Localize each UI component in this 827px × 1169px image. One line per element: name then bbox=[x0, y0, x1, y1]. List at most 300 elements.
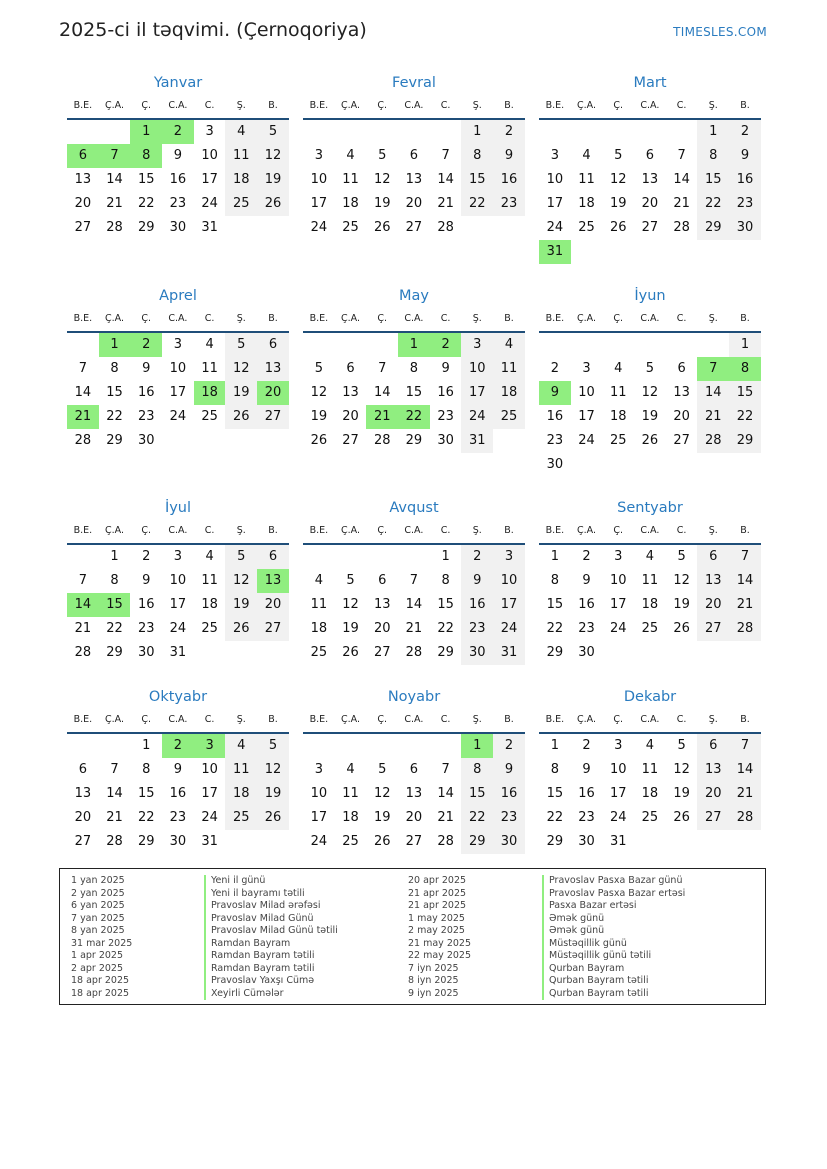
legend-date: 21 apr 2025 bbox=[408, 887, 467, 899]
day-cell: 7 bbox=[729, 734, 761, 758]
legend-date: 2 apr 2025 bbox=[71, 962, 124, 974]
empty-cell bbox=[67, 333, 99, 357]
day-cell: 12 bbox=[641, 385, 659, 400]
days-grid bbox=[539, 545, 761, 665]
page-title: 2025-ci il təqvimi. (Çernoqoriya) bbox=[59, 19, 367, 41]
day-cell: 20 bbox=[373, 621, 391, 636]
empty-cell bbox=[303, 545, 335, 569]
weekday-label: Ş. bbox=[236, 525, 246, 536]
day-cell: 8 bbox=[461, 144, 493, 168]
day-cell: 6 bbox=[78, 762, 87, 777]
day-cell: 21 bbox=[437, 196, 454, 211]
month-name: Noyabr bbox=[387, 689, 441, 705]
weekday-header bbox=[67, 708, 289, 734]
legend-date: 7 iyn 2025 bbox=[408, 962, 459, 974]
weekday-label: C. bbox=[676, 313, 687, 324]
holiday-legend bbox=[59, 868, 766, 1005]
weekday-label: C.A. bbox=[640, 313, 660, 324]
day-cell: 9 bbox=[582, 762, 591, 777]
legend-holiday-name: Qurban Bayram tətili bbox=[542, 988, 685, 1001]
day-cell: 12 bbox=[673, 573, 690, 588]
weekday-label: B.E. bbox=[73, 313, 93, 324]
day-cell: 4 bbox=[205, 337, 214, 352]
day-cell: 21 bbox=[74, 621, 92, 636]
day-cell: 26 bbox=[225, 405, 257, 429]
day-cell: 26 bbox=[673, 621, 690, 636]
day-cell: 14 bbox=[106, 172, 123, 187]
day-cell: 7 bbox=[378, 361, 387, 376]
day-cell: 6 bbox=[409, 762, 419, 777]
weekday-label: C.A. bbox=[640, 525, 660, 536]
legend-name-column bbox=[204, 875, 338, 1000]
day-cell: 30 bbox=[137, 645, 155, 660]
holiday-day-cell: 20 bbox=[257, 381, 289, 405]
day-cell: 3 bbox=[614, 738, 623, 753]
day-cell: 16 bbox=[169, 172, 187, 187]
day-cell: 12 bbox=[225, 569, 257, 593]
day-cell: 7 bbox=[409, 573, 419, 588]
legend-holiday-name: Ramdan Bayram bbox=[204, 938, 338, 951]
day-cell: 11 bbox=[201, 361, 218, 376]
weekday-label: C.A. bbox=[404, 100, 424, 111]
day-cell: 22 bbox=[437, 621, 454, 636]
weekday-label: Ç. bbox=[377, 313, 388, 324]
day-cell: 8 bbox=[441, 573, 450, 588]
days-grid bbox=[539, 120, 761, 264]
weekday-label: Ç. bbox=[613, 714, 624, 725]
day-cell: 26 bbox=[342, 645, 359, 660]
weekday-label: B.E. bbox=[309, 525, 329, 536]
day-cell: 29 bbox=[729, 429, 761, 453]
weekday-label: Ç.A. bbox=[341, 100, 361, 111]
day-cell: 11 bbox=[342, 786, 359, 801]
day-cell: 21 bbox=[106, 196, 123, 211]
empty-cell bbox=[366, 545, 398, 569]
legend-date: 18 apr 2025 bbox=[71, 975, 130, 986]
day-cell: 12 bbox=[373, 786, 391, 801]
month-name: Oktyabr bbox=[148, 689, 208, 705]
day-cell: 20 bbox=[641, 196, 659, 211]
day-cell: 26 bbox=[257, 806, 289, 830]
day-cell: 16 bbox=[437, 385, 454, 400]
day-cell: 3 bbox=[614, 549, 623, 564]
days-grid bbox=[67, 333, 289, 453]
day-cell: 30 bbox=[461, 641, 493, 665]
holiday-day-cell: 6 bbox=[67, 144, 99, 168]
month-block bbox=[67, 285, 289, 453]
empty-cell bbox=[571, 120, 603, 144]
day-cell: 28 bbox=[437, 220, 454, 235]
day-cell: 16 bbox=[578, 786, 595, 801]
day-cell: 25 bbox=[342, 220, 359, 235]
holiday-day-cell: 15 bbox=[99, 593, 131, 617]
day-cell: 10 bbox=[578, 385, 595, 400]
day-cell: 24 bbox=[169, 409, 187, 424]
day-cell: 23 bbox=[578, 810, 595, 825]
month-block bbox=[303, 497, 525, 665]
weekday-label: C. bbox=[204, 313, 215, 324]
weekday-label: Ç. bbox=[141, 100, 152, 111]
day-cell: 26 bbox=[225, 617, 257, 641]
day-cell: 22 bbox=[137, 810, 155, 825]
day-cell: 27 bbox=[342, 433, 359, 448]
day-cell: 17 bbox=[310, 196, 328, 211]
day-cell: 29 bbox=[546, 834, 564, 849]
day-cell: 10 bbox=[169, 573, 187, 588]
day-cell: 21 bbox=[106, 810, 123, 825]
weekday-label: Ç.A. bbox=[105, 714, 125, 725]
day-cell: 25 bbox=[641, 810, 659, 825]
day-cell: 3 bbox=[493, 545, 525, 569]
day-cell: 27 bbox=[641, 220, 659, 235]
weekday-label: C. bbox=[440, 313, 451, 324]
weekday-label: Ç.A. bbox=[577, 100, 597, 111]
weekday-label: C.A. bbox=[168, 714, 188, 725]
day-cell: 17 bbox=[169, 385, 187, 400]
weekday-label: Ç.A. bbox=[577, 714, 597, 725]
day-cell: 14 bbox=[729, 569, 761, 593]
days-grid bbox=[303, 120, 525, 240]
day-cell: 12 bbox=[257, 144, 289, 168]
weekday-label: B. bbox=[504, 525, 514, 536]
day-cell: 10 bbox=[461, 357, 493, 381]
month-name: Dekabr bbox=[623, 689, 677, 705]
day-cell: 20 bbox=[342, 409, 359, 424]
holiday-day-cell: 21 bbox=[67, 405, 99, 429]
day-cell: 30 bbox=[729, 216, 761, 240]
day-cell: 29 bbox=[405, 433, 423, 448]
weekday-label: C. bbox=[204, 714, 215, 725]
legend-date: 2 may 2025 bbox=[408, 925, 465, 936]
weekday-label: Ç. bbox=[141, 714, 152, 725]
day-cell: 11 bbox=[310, 597, 328, 612]
day-cell: 15 bbox=[461, 168, 493, 192]
weekday-label: B.E. bbox=[309, 100, 329, 111]
weekday-label: Ç.A. bbox=[105, 525, 125, 536]
weekday-label: Ç.A. bbox=[341, 714, 361, 725]
day-cell: 31 bbox=[169, 645, 187, 660]
day-cell: 25 bbox=[201, 621, 218, 636]
empty-cell bbox=[571, 333, 603, 357]
holiday-day-cell: 1 bbox=[461, 734, 493, 758]
day-cell: 4 bbox=[205, 549, 214, 564]
day-cell: 26 bbox=[609, 220, 627, 235]
day-cell: 1 bbox=[110, 549, 119, 564]
day-cell: 9 bbox=[729, 144, 761, 168]
weekday-label: C.A. bbox=[640, 100, 660, 111]
day-cell: 1 bbox=[550, 738, 559, 753]
day-cell: 18 bbox=[609, 409, 627, 424]
day-cell: 13 bbox=[697, 569, 729, 593]
legend-holiday-name: Pravoslav Milad Günü tətili bbox=[204, 925, 338, 938]
day-cell: 29 bbox=[106, 645, 123, 660]
day-cell: 9 bbox=[142, 361, 151, 376]
empty-cell bbox=[303, 734, 335, 758]
empty-cell bbox=[335, 545, 367, 569]
day-cell: 30 bbox=[578, 645, 595, 660]
weekday-label: B.E. bbox=[309, 313, 329, 324]
legend-holiday-name: Pravoslav Milad ərəfəsi bbox=[204, 900, 338, 913]
day-cell: 7 bbox=[110, 762, 119, 777]
day-cell: 20 bbox=[697, 593, 729, 617]
weekday-label: C.A. bbox=[404, 313, 424, 324]
day-cell: 28 bbox=[673, 220, 690, 235]
days-grid bbox=[539, 333, 761, 477]
day-cell: 26 bbox=[373, 220, 391, 235]
weekday-label: Ş. bbox=[236, 313, 246, 324]
brand-link[interactable]: TIMESLES.COM bbox=[673, 25, 767, 39]
legend-date: 7 yan 2025 bbox=[71, 912, 125, 924]
day-cell: 1 bbox=[142, 738, 151, 753]
day-cell: 16 bbox=[461, 593, 493, 617]
day-cell: 12 bbox=[673, 762, 690, 777]
day-cell: 15 bbox=[137, 786, 155, 801]
day-cell: 20 bbox=[405, 810, 423, 825]
day-cell: 6 bbox=[257, 545, 289, 569]
day-cell: 18 bbox=[493, 381, 525, 405]
day-cell: 23 bbox=[169, 810, 187, 825]
empty-cell bbox=[697, 333, 729, 357]
day-cell: 9 bbox=[142, 573, 151, 588]
day-cell: 17 bbox=[310, 810, 328, 825]
legend-holiday-name: Müstəqillik günü tətili bbox=[542, 950, 685, 963]
legend-name-column bbox=[542, 875, 685, 1000]
day-cell: 31 bbox=[201, 220, 218, 235]
day-cell: 21 bbox=[437, 810, 454, 825]
day-cell: 11 bbox=[609, 385, 627, 400]
day-cell: 4 bbox=[225, 120, 257, 144]
day-cell: 25 bbox=[201, 409, 218, 424]
day-cell: 3 bbox=[173, 337, 183, 352]
weekday-label: B. bbox=[504, 100, 514, 111]
day-cell: 26 bbox=[310, 433, 328, 448]
weekday-label: B.E. bbox=[73, 525, 93, 536]
day-cell: 4 bbox=[614, 361, 623, 376]
weekday-label: Ş. bbox=[236, 714, 246, 725]
day-cell: 1 bbox=[461, 120, 493, 144]
weekday-label: C. bbox=[440, 100, 451, 111]
day-cell: 28 bbox=[697, 429, 729, 453]
empty-cell bbox=[67, 545, 99, 569]
empty-cell bbox=[539, 333, 571, 357]
day-cell: 3 bbox=[582, 361, 591, 376]
day-cell: 12 bbox=[257, 758, 289, 782]
weekday-header bbox=[67, 307, 289, 333]
day-cell: 18 bbox=[578, 196, 595, 211]
legend-holiday-name: Qurban Bayram tətili bbox=[542, 975, 685, 988]
day-cell: 16 bbox=[493, 168, 525, 192]
day-cell: 28 bbox=[373, 433, 391, 448]
legend-holiday-name: Pasxa Bazar ertəsi bbox=[542, 900, 685, 913]
day-cell: 25 bbox=[578, 220, 595, 235]
day-cell: 11 bbox=[641, 762, 659, 777]
day-cell: 5 bbox=[378, 762, 387, 777]
day-cell: 19 bbox=[641, 409, 659, 424]
empty-cell bbox=[335, 734, 367, 758]
day-cell: 28 bbox=[74, 433, 92, 448]
day-cell: 30 bbox=[493, 830, 525, 854]
day-cell: 15 bbox=[697, 168, 729, 192]
weekday-label: C.A. bbox=[168, 525, 188, 536]
day-cell: 27 bbox=[673, 433, 690, 448]
days-grid bbox=[303, 545, 525, 665]
month-name: Mart bbox=[633, 75, 667, 91]
day-cell: 17 bbox=[201, 172, 218, 187]
weekday-label: C. bbox=[676, 714, 687, 725]
weekday-label: Ç.A. bbox=[577, 313, 597, 324]
weekday-label: C.A. bbox=[168, 100, 188, 111]
weekday-label: B. bbox=[504, 714, 514, 725]
day-cell: 13 bbox=[342, 385, 359, 400]
weekday-label: B. bbox=[740, 100, 750, 111]
weekday-label: B. bbox=[268, 525, 278, 536]
empty-cell bbox=[430, 734, 462, 758]
weekday-label: Ş. bbox=[708, 100, 718, 111]
weekday-label: Ş. bbox=[472, 525, 482, 536]
day-cell: 10 bbox=[609, 762, 627, 777]
weekday-label: B. bbox=[268, 100, 278, 111]
empty-cell bbox=[539, 120, 571, 144]
day-cell: 29 bbox=[137, 220, 155, 235]
day-cell: 17 bbox=[609, 786, 627, 801]
day-cell: 10 bbox=[493, 569, 525, 593]
days-grid bbox=[303, 734, 525, 854]
day-cell: 29 bbox=[461, 830, 493, 854]
day-cell: 14 bbox=[437, 172, 454, 187]
day-cell: 9 bbox=[441, 361, 450, 376]
day-cell: 5 bbox=[378, 148, 387, 163]
day-cell: 19 bbox=[257, 782, 289, 806]
day-cell: 4 bbox=[645, 549, 655, 564]
weekday-label: Ç. bbox=[141, 313, 152, 324]
day-cell: 5 bbox=[614, 148, 623, 163]
day-cell: 30 bbox=[169, 834, 187, 849]
day-cell: 14 bbox=[673, 172, 690, 187]
day-cell: 23 bbox=[729, 192, 761, 216]
weekday-header bbox=[303, 519, 525, 545]
day-cell: 13 bbox=[74, 786, 92, 801]
day-cell: 5 bbox=[677, 738, 686, 753]
day-cell: 11 bbox=[493, 357, 525, 381]
holiday-day-cell: 14 bbox=[67, 593, 99, 617]
empty-cell bbox=[67, 734, 99, 758]
day-cell: 13 bbox=[257, 357, 289, 381]
day-cell: 24 bbox=[546, 220, 564, 235]
legend-holiday-name: Müstəqillik günü bbox=[542, 938, 685, 951]
weekday-label: Ş. bbox=[708, 525, 718, 536]
day-cell: 19 bbox=[310, 409, 328, 424]
day-cell: 13 bbox=[373, 597, 391, 612]
weekday-label: B.E. bbox=[309, 714, 329, 725]
day-cell: 23 bbox=[493, 192, 525, 216]
empty-cell bbox=[398, 545, 430, 569]
empty-cell bbox=[666, 120, 698, 144]
day-cell: 5 bbox=[225, 545, 257, 569]
day-cell: 24 bbox=[310, 834, 328, 849]
empty-cell bbox=[67, 120, 99, 144]
day-cell: 8 bbox=[142, 762, 151, 777]
day-cell: 30 bbox=[546, 457, 564, 472]
day-cell: 28 bbox=[405, 645, 423, 660]
holiday-day-cell: 8 bbox=[130, 144, 162, 168]
day-cell: 6 bbox=[346, 361, 355, 376]
day-cell: 27 bbox=[74, 220, 92, 235]
holiday-day-cell: 2 bbox=[162, 120, 194, 144]
day-cell: 14 bbox=[405, 597, 423, 612]
holiday-day-cell: 2 bbox=[430, 333, 462, 357]
day-cell: 19 bbox=[342, 621, 359, 636]
day-cell: 20 bbox=[673, 409, 690, 424]
legend-date: 1 yan 2025 bbox=[71, 875, 125, 886]
day-cell: 17 bbox=[493, 593, 525, 617]
holiday-day-cell: 1 bbox=[398, 333, 430, 357]
day-cell: 8 bbox=[409, 361, 419, 376]
day-cell: 9 bbox=[493, 758, 525, 782]
day-cell: 22 bbox=[729, 405, 761, 429]
weekday-label: Ç.A. bbox=[341, 525, 361, 536]
day-cell: 24 bbox=[461, 405, 493, 429]
legend-date: 9 iyn 2025 bbox=[408, 987, 459, 999]
legend-holiday-name: Qurban Bayram bbox=[542, 963, 685, 976]
day-cell: 27 bbox=[697, 806, 729, 830]
legend-holiday-name: Əmək günü bbox=[542, 925, 685, 938]
holiday-day-cell: 8 bbox=[729, 357, 761, 381]
day-cell: 2 bbox=[142, 549, 151, 564]
weekday-label: Ç. bbox=[377, 525, 388, 536]
day-cell: 29 bbox=[546, 645, 564, 660]
day-cell: 6 bbox=[378, 573, 387, 588]
weekday-header bbox=[303, 708, 525, 734]
day-cell: 4 bbox=[346, 762, 355, 777]
day-cell: 5 bbox=[257, 120, 289, 144]
day-cell: 28 bbox=[106, 834, 123, 849]
day-cell: 25 bbox=[310, 645, 328, 660]
empty-cell bbox=[602, 120, 634, 144]
month-block bbox=[539, 72, 761, 264]
day-cell: 9 bbox=[173, 762, 183, 777]
day-cell: 27 bbox=[74, 834, 92, 849]
day-cell: 15 bbox=[546, 786, 564, 801]
empty-cell bbox=[303, 120, 335, 144]
day-cell: 20 bbox=[257, 593, 289, 617]
legend-date: 21 may 2025 bbox=[408, 937, 472, 949]
empty-cell bbox=[398, 120, 430, 144]
day-cell: 8 bbox=[110, 361, 119, 376]
day-cell: 24 bbox=[201, 810, 218, 825]
month-name: Yanvar bbox=[153, 75, 203, 91]
day-cell: 23 bbox=[137, 621, 155, 636]
empty-cell bbox=[366, 734, 398, 758]
month-name: Avqust bbox=[389, 500, 439, 516]
day-cell: 14 bbox=[729, 758, 761, 782]
day-cell: 13 bbox=[641, 172, 659, 187]
weekday-label: C. bbox=[440, 525, 451, 536]
day-cell: 8 bbox=[697, 144, 729, 168]
empty-cell bbox=[602, 333, 634, 357]
legend-holiday-name: Xeyirli Cümələr bbox=[204, 988, 338, 1001]
legend-holiday-name: Ramdan Bayram tətili bbox=[204, 963, 338, 976]
day-cell: 13 bbox=[405, 786, 423, 801]
holiday-day-cell: 18 bbox=[194, 381, 226, 405]
day-cell: 27 bbox=[257, 617, 289, 641]
day-cell: 30 bbox=[169, 220, 187, 235]
month-name: İyul bbox=[164, 500, 192, 516]
day-cell: 27 bbox=[405, 834, 423, 849]
day-cell: 30 bbox=[578, 834, 595, 849]
empty-cell bbox=[335, 333, 367, 357]
day-cell: 24 bbox=[578, 433, 595, 448]
empty-cell bbox=[634, 120, 666, 144]
